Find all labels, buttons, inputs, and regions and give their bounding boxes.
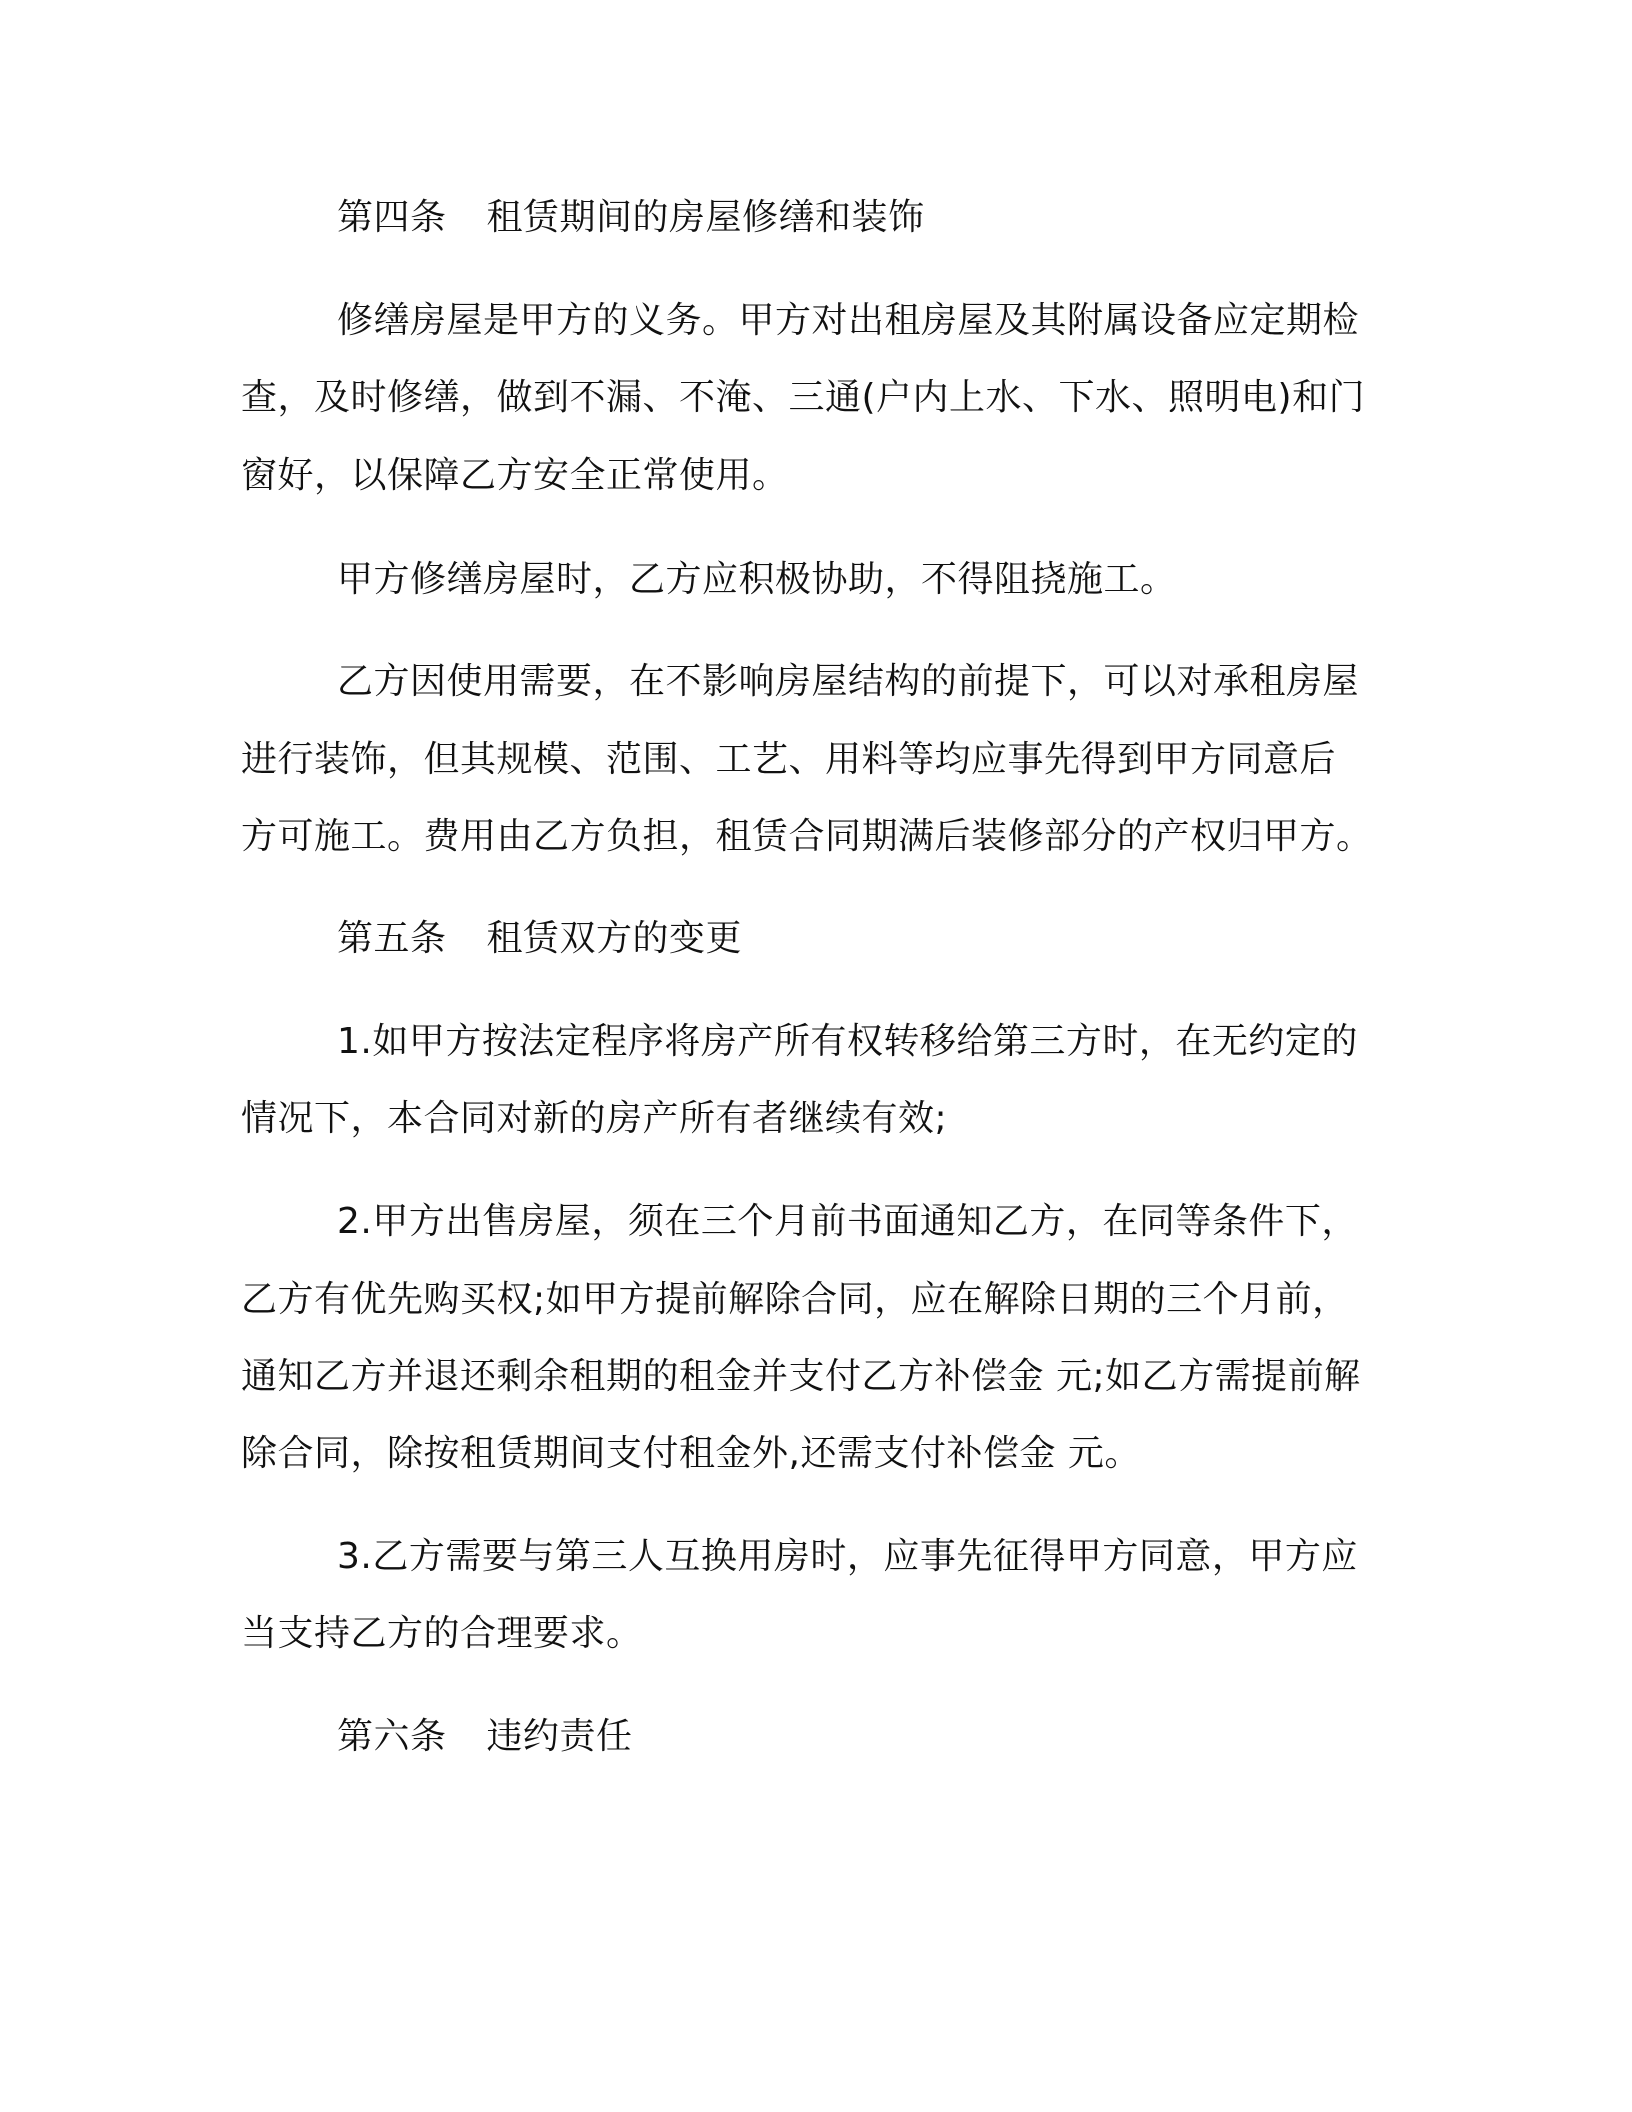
article-5-number: 第五条 (337, 918, 447, 959)
article-4-p1-line-3: 窗好，以保障乙方安全正常使用。 (241, 455, 789, 496)
article-5-item-1-line-1: 1.如甲方按法定程序将房产所有权转移给第三方时，在无约定的 (337, 1021, 1358, 1062)
article-5-item-2-line-1: 2.甲方出售房屋，须在三个月前书面通知乙方，在同等条件下， (337, 1201, 1358, 1242)
article-4-p1-line-2: 查，及时修缮，做到不漏、不淹、三通(户内上水、下水、照明电)和门 (241, 377, 1366, 418)
article-5-item-1-line-2: 情况下，本合同对新的房产所有者继续有效; (241, 1098, 948, 1139)
article-5-item-3-line-1: 3.乙方需要与第三人互换用房时，应事先征得甲方同意，甲方应 (337, 1536, 1358, 1577)
article-4-heading (337, 196, 925, 240)
article-5-heading (337, 917, 742, 961)
article-4-p2-line-1: 甲方修缮房屋时，乙方应积极协助，不得阻挠施工。 (337, 559, 1177, 600)
article-4-number: 第四条 (337, 197, 447, 238)
article-5-item-2-line-3: 通知乙方并退还剩余租期的租金并支付乙方补偿金 元;如乙方需提前解 (241, 1356, 1361, 1397)
article-4-title: 租赁期间的房屋修缮和装饰 (486, 197, 925, 238)
article-6-number: 第六条 (337, 1716, 447, 1757)
article-4-p3-line-2: 进行装饰，但其规模、范围、工艺、用料等均应事先得到甲方同意后 (241, 739, 1337, 780)
article-5-title: 租赁双方的变更 (486, 918, 743, 959)
article-6-title: 违约责任 (486, 1716, 633, 1757)
article-6-heading (337, 1715, 633, 1759)
article-5-item-2-line-2: 乙方有优先购买权;如甲方提前解除合同，应在解除日期的三个月前， (241, 1279, 1349, 1320)
article-4-p1-line-1: 修缮房屋是甲方的义务。甲方对出租房屋及其附属设备应定期检 (337, 300, 1360, 341)
article-4-p3-line-3: 方可施工。费用由乙方负担，租赁合同期满后装修部分的产权归甲方。 (241, 816, 1373, 857)
article-4-p3-line-1: 乙方因使用需要，在不影响房屋结构的前提下，可以对承租房屋 (337, 661, 1360, 702)
article-5-item-2-line-4: 除合同，除按租赁期间支付租金外,还需支付补偿金 元。 (241, 1433, 1141, 1474)
article-5-item-3-line-2: 当支持乙方的合理要求。 (241, 1613, 643, 1654)
